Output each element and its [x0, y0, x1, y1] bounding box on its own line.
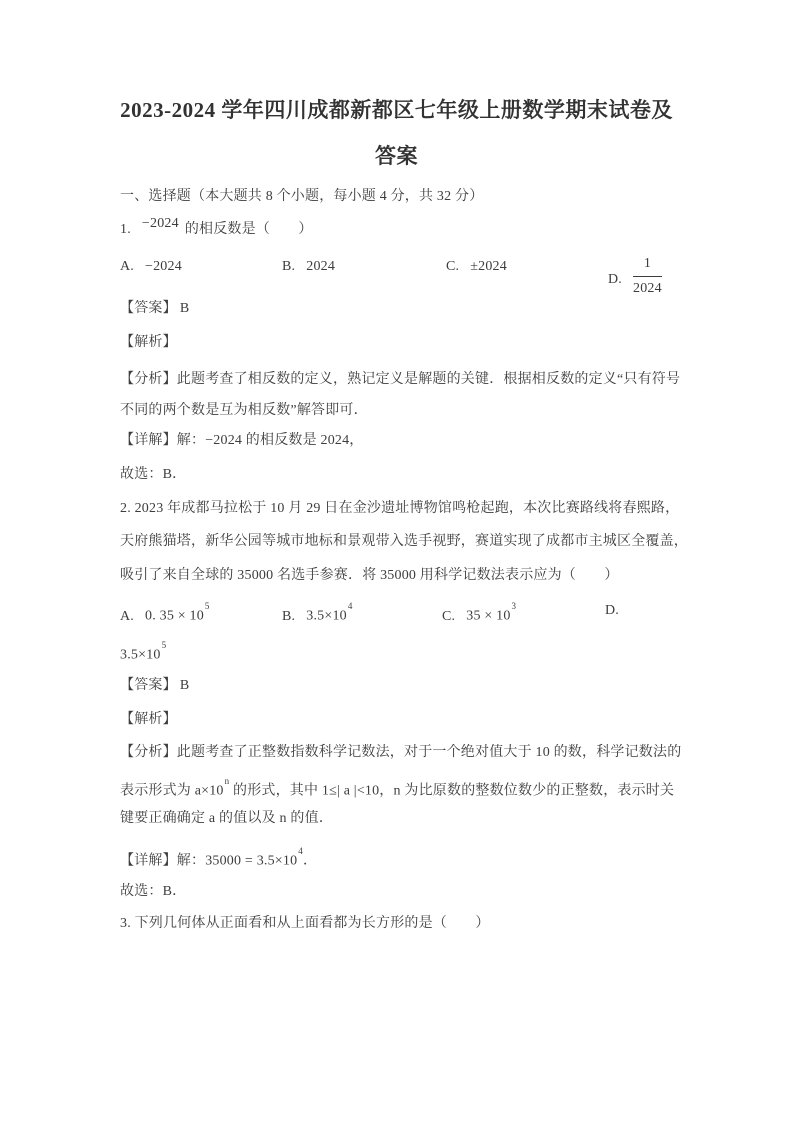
question-1-analysis-line-2: 不同的两个数是互为相反数”解答即可．: [120, 403, 368, 418]
section-1-heading: 一、选择题（本大题共 8 个小题，每小题 4 分，共 32 分）: [120, 189, 484, 204]
option-b-exponent: 4: [347, 601, 353, 611]
option-c-label: C.: [446, 259, 460, 274]
question-2-stem-line-1: 2. 2023 年成都马拉松于 10 月 29 日在金沙遗址博物馆鸣枪起跑，本次比赛路线将春熙路，: [120, 501, 680, 516]
detail-suffix: ．: [303, 853, 318, 869]
answer-value: B: [179, 301, 190, 316]
question-2-stem-line-2: 天府熊猫塔，新华公园等城市地标和景观带入选手视野，赛道实现了成都市主城区全覆盖，: [120, 534, 688, 549]
question-2-conclusion: 故选：B．: [120, 884, 187, 899]
question-2-analysis-line-2: [120, 776, 674, 802]
option-b-value: 2024: [306, 259, 336, 274]
option-d-exponent: 5: [161, 640, 167, 650]
question-1-number: 1.: [120, 222, 131, 237]
option-c-exponent: 3: [511, 601, 517, 611]
option-a-exponent: 5: [204, 601, 210, 611]
detail-math-base: 【详解】解：35000 = 3.5×10: [120, 853, 298, 869]
question-2-analysis-line-3: 键要正确确定 a 的值以及 n 的值．: [120, 811, 334, 826]
document-title-line-2: 答案: [375, 144, 418, 168]
question-2-option-d-value: [120, 640, 166, 666]
question-1-stem: [120, 216, 313, 240]
option-d-label: D.: [608, 271, 623, 287]
question-2-option-a: [120, 601, 210, 627]
detail-math-exponent: 4: [298, 846, 303, 856]
option-c-value: ±2024: [470, 259, 507, 274]
question-1-conclusion: 故选：B．: [120, 467, 187, 482]
question-2-stem-line-3: 吸引了来自全球的 35000 名选手参赛．将 35000 用科学记数法表示应为（ ）: [120, 568, 619, 583]
question-1-option-a: [120, 257, 182, 277]
question-2-analysis-tag: 【解析】: [120, 712, 177, 727]
question-1-option-b: [282, 257, 335, 277]
option-c-value: 35 × 10: [466, 608, 511, 624]
question-2-option-c: [442, 601, 516, 627]
question-1-math-term: −2024: [141, 216, 179, 231]
question-2-analysis-line-1: 【分析】此题考查了正整数指数科学记数法，对于一个绝对值大于 10 的数，科学记数法的: [120, 745, 682, 760]
analysis-text: 的形式，其中 1≤| a |<10，n 为比原数的整数位数少的正整数，表示时关: [229, 783, 675, 799]
fraction-numerator: 1: [633, 254, 662, 277]
question-2-option-d: [605, 601, 630, 621]
option-a-label: A.: [120, 608, 135, 624]
option-a-value: 0. 35 × 10: [145, 608, 204, 624]
answer-tag: 【答案】: [120, 678, 177, 693]
analysis-math-base: 表示形式为 a×10: [120, 783, 224, 799]
question-1-stem-text: 的相反数是（ ）: [184, 222, 313, 237]
option-a-label: A.: [120, 259, 135, 274]
option-c-label: C.: [442, 608, 456, 624]
question-1-analysis-tag: 【解析】: [120, 335, 177, 350]
question-2-detail-line: [120, 846, 317, 872]
question-1-answer-line: [120, 299, 189, 319]
fraction: [633, 254, 662, 299]
question-2-option-b: [282, 601, 353, 627]
question-1-detail-line: 【详解】解：−2024 的相反数是 2024，: [120, 433, 364, 448]
analysis-math-exponent: n: [224, 776, 230, 786]
question-1-analysis-line-1: 【分析】此题考查了相反数的定义，熟记定义是解题的关键．根据相反数的定义“只有符号: [120, 372, 681, 387]
document-title-line-1: 2023-2024 学年四川成都新都区七年级上册数学期末试卷及: [120, 98, 673, 122]
option-b-value: 3.5×10: [306, 608, 347, 624]
question-2-answer-line: [120, 676, 189, 696]
option-b-label: B.: [282, 608, 296, 624]
option-b-label: B.: [282, 259, 296, 274]
option-a-value: −2024: [145, 259, 182, 274]
option-d-base: 3.5×10: [120, 647, 161, 663]
answer-tag: 【答案】: [120, 301, 177, 316]
question-1-option-d: [608, 257, 662, 302]
question-1-option-c: [446, 257, 507, 277]
fraction-denominator: 2024: [633, 281, 662, 296]
option-d-label: D.: [605, 603, 620, 618]
question-3-stem: 3. 下列几何体从正面看和从上面看都为长方形的是（ ）: [120, 916, 490, 931]
answer-value: B: [179, 678, 190, 693]
